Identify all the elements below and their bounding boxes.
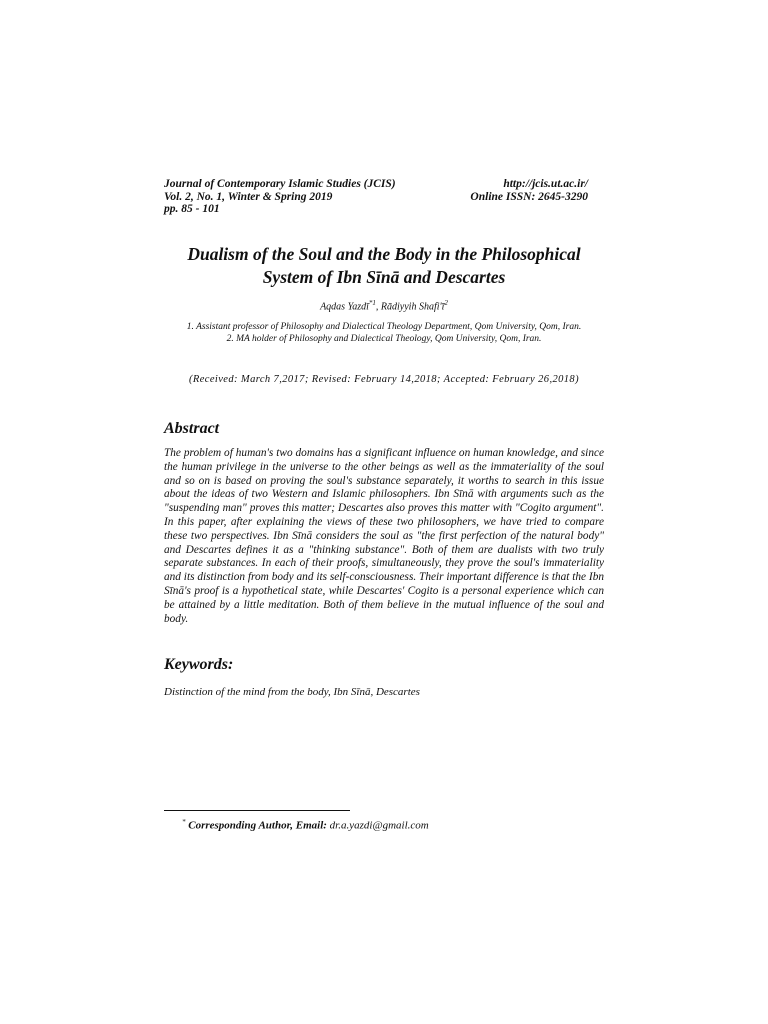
paper-title [100,243,668,289]
keywords-text: Distinction of the mind from the body, Ibn Sīnā, Descartes [164,686,420,698]
header-row-2 [164,191,588,204]
affiliations [100,322,668,345]
author-list [100,299,668,312]
footnote-email[interactable]: dr.a.yazdi@gmail.com [329,819,429,832]
footnote-divider [164,810,350,811]
header-row-3 [164,203,588,216]
journal-name: Journal of Contemporary Islamic Studies (JCIS) [164,178,396,190]
journal-header [164,178,588,216]
keywords-heading: Keywords: [164,656,234,673]
journal-volume: Vol. 2, No. 1, Winter & Spring 2019 [164,190,333,203]
author-1-marks: *1 [368,299,376,307]
submission-dates: (Received: March 7,2017; Revised: February 14,2018; Accepted: February 26,2018) [189,374,579,385]
author-separator: , [375,301,381,313]
author-2: Rādiyyih Shafi'ī [380,301,445,313]
title-line-1: Dualism of the Soul and the Body in the Philosophical [187,244,581,264]
journal-url[interactable]: http://jcis.ut.ac.ir/ [503,178,588,190]
journal-issn: Online ISSN: 2645-3290 [470,190,588,203]
journal-pages: pp. 85 - 101 [164,203,220,215]
abstract-text: The problem of human's two domains has a significant influence on human knowledge, and since the human privilege in the universe to the other beings as well as the immateriality of the soul and so on is based on proving the soul's substance separately, it worths to search in this issue about the ideas of two Western and Islamic philosophers. Ibn Sīnā with arguments such as the "suspending man" proves this matter; Descartes also proves this matter with "Cogito argument". In this paper, after explaining the views of these two philosophers, we have tried to compare these two perspectives. Ibn Sīnā considers the soul as "the first perfection of the natural body" and Descartes defines it as a "thinking substance". Both of them are dualists with two truly separate substances. In each of their proofs, simultaneously, they prove the soul's immateriality and its distinction from body and its self-consciousness. Their important difference is that the Ibn Sīnā's proof is a hypothetical state, while Descartes' Cogito is a personal experience which can be attained by a little meditation. Both of them believe in the mutual influence of the soul and body. [164,447,604,625]
header-row-1 [164,178,588,191]
author-1: Aqdas Yazdī [320,301,369,313]
abstract-heading: Abstract [164,420,220,437]
author-2-marks: 2 [444,299,448,307]
corresponding-author-footnote [182,818,429,832]
title-line-2: System of Ibn Sīnā and Descartes [262,267,506,287]
affiliation-2: 2. MA holder of Philosophy and Dialectical Theology, Qom University, Qom, Iran. [226,333,542,344]
footnote-label: Corresponding Author, Email: [188,819,327,832]
affiliation-1: 1. Assistant professor of Philosophy and Dialectical Theology Department, Qom University, Qom, Iran. [186,322,582,332]
footnote-mark: * [182,818,186,826]
